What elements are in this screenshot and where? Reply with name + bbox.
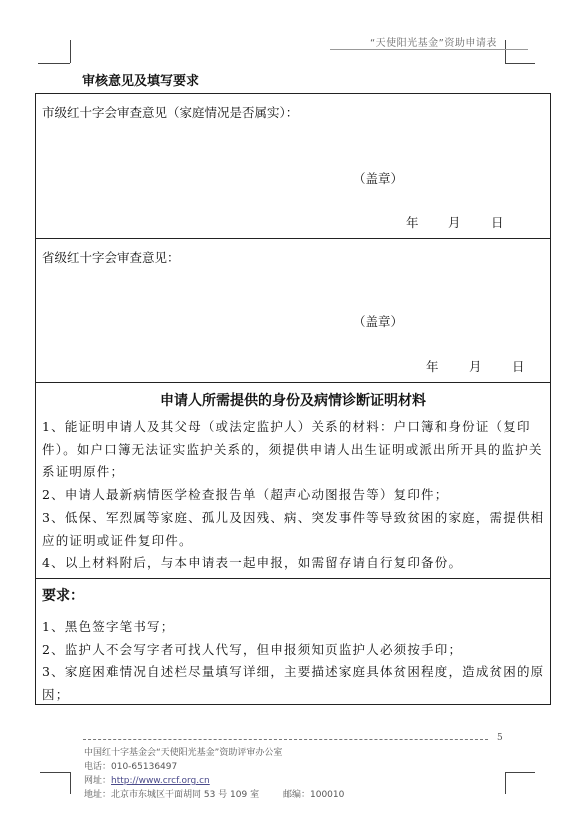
running-header-rule bbox=[330, 49, 528, 50]
city-review-year: 年 bbox=[406, 215, 419, 230]
footer-web-link[interactable]: http://www.crcf.org.cn bbox=[111, 776, 210, 786]
footer-address: 地址：北京市东城区干面胡同 53 号 109 室 bbox=[84, 790, 260, 800]
materials-cell bbox=[36, 382, 550, 578]
requirements-title: 要求： bbox=[42, 588, 84, 604]
running-header-title: “天使阳光基金”资助申请表 bbox=[370, 38, 497, 49]
crop-mark-bottom-right-v bbox=[505, 772, 506, 794]
review-form-table bbox=[35, 93, 551, 705]
materials-item-4: 4、以上材料附后，与本申请表一起申报，如需留存请自行复印备份。 bbox=[42, 555, 463, 570]
materials-item-3: 3、低保、军烈属等家庭、孤儿及因残、病、突发事件等导致贫困的家庭，需提供相应的证明或证件复印件。 bbox=[42, 510, 545, 548]
page-number: 5 bbox=[497, 733, 503, 743]
requirements-item-3: 3、家庭困难情况自述栏尽量填写详细，主要描述家庭具体贫困程度，造成贫困的原因； bbox=[42, 664, 545, 702]
requirements-item-1: 1、黑色签字笔书写； bbox=[42, 619, 175, 634]
crop-mark-bottom-right-h bbox=[505, 772, 535, 773]
crop-mark-top-left-v bbox=[70, 40, 71, 63]
province-review-seal: （盖章） bbox=[353, 314, 404, 329]
province-review-year: 年 bbox=[426, 359, 439, 374]
footer-postcode: 邮编：100010 bbox=[283, 790, 345, 800]
footer-web bbox=[84, 773, 210, 786]
footer-org: 中国红十字基金会“天使阳光基金”资助评审办公室 bbox=[84, 748, 283, 758]
city-review-month: 月 bbox=[448, 215, 461, 230]
province-review-cell[interactable] bbox=[36, 238, 550, 382]
materials-title: 申请人所需提供的身份及病情诊断证明材料 bbox=[160, 393, 426, 409]
city-review-label: 市级红十字会审查意见（家庭情况是否属实）： bbox=[42, 105, 299, 120]
city-review-cell[interactable] bbox=[36, 94, 550, 238]
province-review-label: 省级红十字会审查意见： bbox=[42, 250, 180, 265]
materials-item-1: 1、能证明申请人及其父母（或法定监护人）关系的材料：户口簿和身份证（复印件）。如户口簿无法证实监护关系的，须提供申请人出生证明或派出所开具的监护关系证明原件； bbox=[42, 419, 543, 479]
footer-phone: 电话：010-65136497 bbox=[84, 762, 178, 772]
province-review-month: 月 bbox=[469, 359, 482, 374]
materials-item-2: 2、申请人最新病情医学检查报告单（超声心动图报告等）复印件； bbox=[42, 487, 449, 502]
requirements-item-2: 2、监护人不会写字者可找人代写，但申报须知页监护人必须按手印； bbox=[42, 642, 463, 657]
footer-web-label: 网址： bbox=[84, 776, 112, 786]
footer-rule bbox=[83, 739, 488, 740]
city-review-day: 日 bbox=[491, 215, 504, 230]
crop-mark-top-right-v bbox=[505, 40, 506, 63]
crop-mark-bottom-left-h bbox=[40, 772, 70, 773]
city-review-seal: （盖章） bbox=[353, 171, 404, 186]
province-review-day: 日 bbox=[512, 359, 525, 374]
requirements-cell bbox=[36, 578, 550, 704]
crop-mark-top-right-h bbox=[505, 63, 535, 64]
section-heading: 审核意见及填写要求 bbox=[82, 74, 200, 89]
crop-mark-top-left-h bbox=[38, 63, 70, 64]
crop-mark-bottom-left-v bbox=[70, 772, 71, 794]
